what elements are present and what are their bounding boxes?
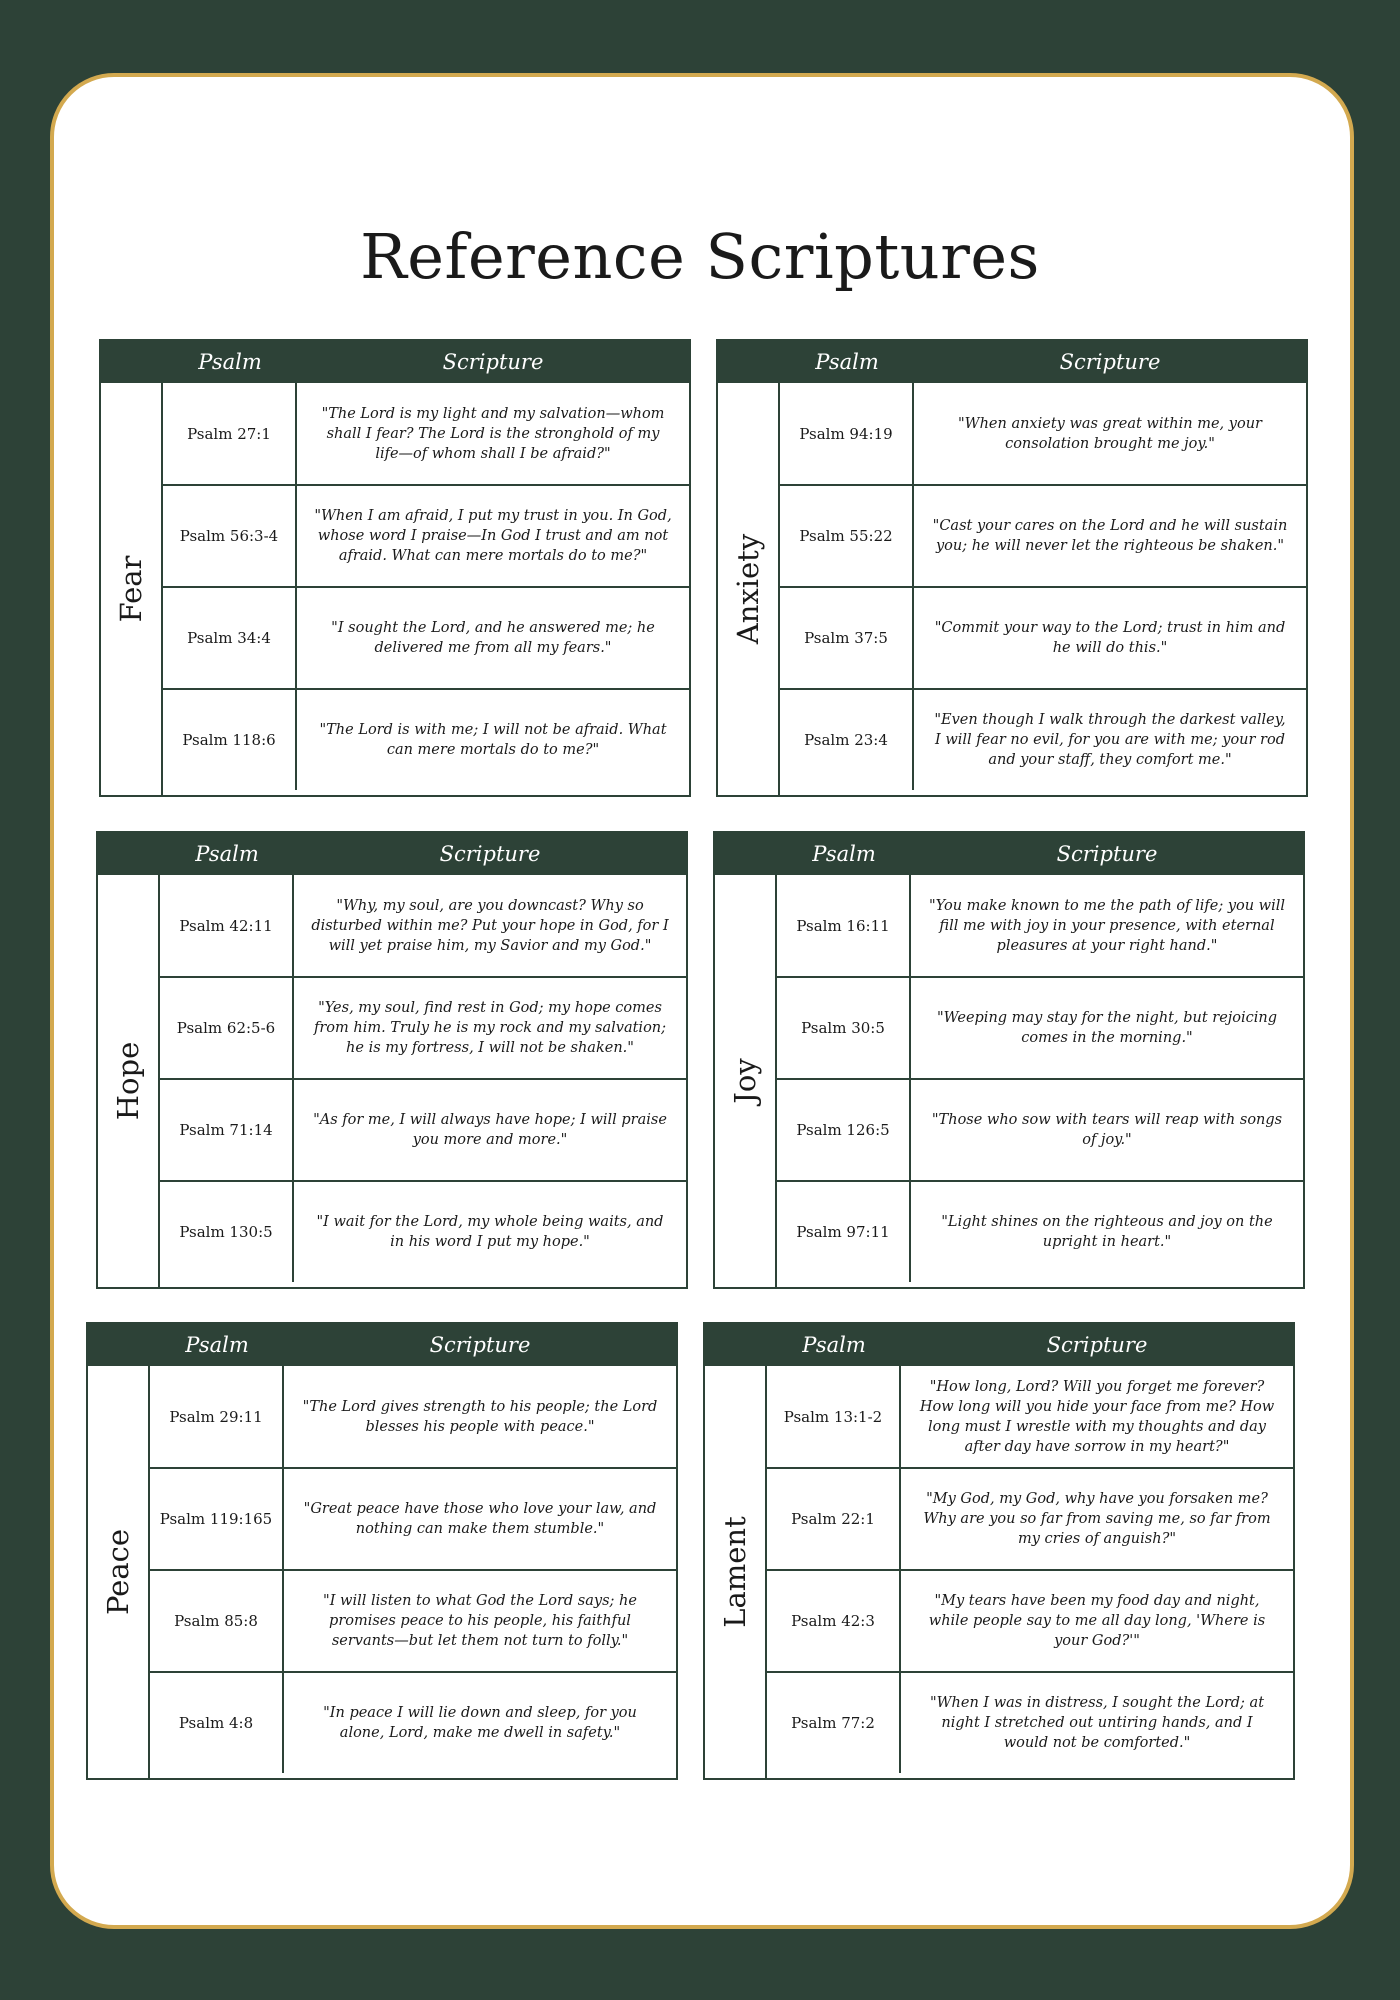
psalm-column-header: Psalm xyxy=(812,842,876,866)
category-label: Fear xyxy=(114,555,148,623)
scripture-text: "Cast your cares on the Lord and he will sustain you; he will never let the righteous be shaken." xyxy=(932,518,1288,554)
table-row xyxy=(767,1569,1293,1671)
table-row xyxy=(767,1467,1293,1569)
psalm-reference: Psalm 119:165 xyxy=(150,1469,284,1569)
scripture-text: "As for me, I will always have hope; I will praise you more and more." xyxy=(313,1112,667,1148)
scripture-column-header: Scripture xyxy=(429,1333,531,1357)
scripture-table-peace xyxy=(86,1322,678,1780)
table-row xyxy=(163,586,689,688)
table-header xyxy=(101,341,689,383)
table-row xyxy=(780,688,1306,790)
table-row xyxy=(777,976,1303,1078)
psalm-reference: Psalm 23:4 xyxy=(780,690,914,790)
category-cell xyxy=(718,383,780,795)
page-title: Reference Scriptures xyxy=(360,220,1040,293)
scripture-text: "In peace I will lie down and sleep, for you alone, Lord, make me dwell in safety." xyxy=(323,1705,637,1741)
table-row xyxy=(767,1671,1293,1773)
category-cell xyxy=(98,875,160,1287)
scripture-text: "You make known to me the path of life; you will fill me with joy in your presence, with eternal pleasures at your right hand." xyxy=(928,898,1286,954)
table-row xyxy=(777,1180,1303,1282)
table-row xyxy=(160,1078,686,1180)
psalm-reference: Psalm 71:14 xyxy=(160,1080,294,1180)
table-row xyxy=(767,1366,1293,1468)
scripture-text: "Yes, my soul, find rest in God; my hope comes from him. Truly he is my rock and my salvation; he is my fortress, I will not be shaken." xyxy=(313,1000,667,1056)
scripture-text: "My God, my God, why have you forsaken me? Why are you so far from saving me, so far from my cries of anguish?" xyxy=(923,1491,1271,1547)
scripture-text: "Great peace have those who love your law, and nothing can make them stumble." xyxy=(303,1501,657,1537)
psalm-reference: Psalm 42:3 xyxy=(767,1571,901,1671)
scripture-text: "My tears have been my food day and night, while people say to me all day long, 'Where is your God?'" xyxy=(928,1593,1266,1649)
psalm-column-header: Psalm xyxy=(185,1333,249,1357)
table-row xyxy=(150,1366,676,1468)
psalm-reference: Psalm 130:5 xyxy=(160,1182,294,1282)
scripture-table-anxiety xyxy=(716,339,1308,797)
table-row xyxy=(163,688,689,790)
table-header xyxy=(718,341,1306,383)
table-header xyxy=(98,833,686,875)
psalm-reference: Psalm 94:19 xyxy=(780,383,914,485)
psalm-reference: Psalm 13:1-2 xyxy=(767,1366,901,1468)
scripture-text: "When I was in distress, I sought the Lord; at night I stretched out untiring hands, and I would not be comforted." xyxy=(929,1695,1265,1751)
psalm-reference: Psalm 37:5 xyxy=(780,588,914,688)
category-label: Anxiety xyxy=(731,533,765,645)
scripture-column-header: Scripture xyxy=(1056,842,1158,866)
table-row xyxy=(150,1569,676,1671)
scripture-table-joy xyxy=(713,831,1305,1289)
category-label: Joy xyxy=(728,1058,762,1104)
table-row xyxy=(777,1078,1303,1180)
scripture-column-header: Scripture xyxy=(439,842,541,866)
scripture-text: "I wait for the Lord, my whole being waits, and in his word I put my hope." xyxy=(316,1214,664,1250)
psalm-reference: Psalm 56:3-4 xyxy=(163,486,297,586)
table-header xyxy=(705,1324,1293,1366)
psalm-reference: Psalm 22:1 xyxy=(767,1469,901,1569)
table-row xyxy=(150,1467,676,1569)
scripture-text: "Why, my soul, are you downcast? Why so disturbed within me? Put your hope in God, for I will yet praise him, my Savior and my God." xyxy=(311,898,669,954)
psalm-reference: Psalm 77:2 xyxy=(767,1673,901,1773)
table-header xyxy=(88,1324,676,1366)
scripture-text: "The Lord is with me; I will not be afraid. What can mere mortals do to me?" xyxy=(319,722,667,758)
category-label: Hope xyxy=(111,1041,145,1121)
psalm-reference: Psalm 16:11 xyxy=(777,875,911,977)
category-label: Lament xyxy=(718,1516,752,1628)
scripture-text: "I sought the Lord, and he answered me; he delivered me from all my fears." xyxy=(331,620,655,656)
psalm-reference: Psalm 4:8 xyxy=(150,1673,284,1773)
scripture-text: "The Lord is my light and my salvation—whom shall I fear? The Lord is the stronghold of my life—of whom shall I be afraid?" xyxy=(321,406,665,462)
scripture-column-header: Scripture xyxy=(442,350,544,374)
psalm-reference: Psalm 62:5-6 xyxy=(160,978,294,1078)
scripture-text: "When anxiety was great within me, your consolation brought me joy." xyxy=(958,416,1262,452)
table-row xyxy=(160,1180,686,1282)
psalm-reference: Psalm 30:5 xyxy=(777,978,911,1078)
category-cell xyxy=(705,1366,767,1778)
psalm-reference: Psalm 34:4 xyxy=(163,588,297,688)
psalm-column-header: Psalm xyxy=(198,350,262,374)
scripture-column-header: Scripture xyxy=(1046,1333,1148,1357)
scripture-text: "I will listen to what God the Lord says; he promises peace to his people, his faithful servants—but let them not turn to folly." xyxy=(323,1593,637,1649)
table-row xyxy=(780,586,1306,688)
psalm-reference: Psalm 42:11 xyxy=(160,875,294,977)
table-row xyxy=(160,976,686,1078)
scripture-table-fear xyxy=(99,339,691,797)
table-row xyxy=(150,1671,676,1773)
category-cell xyxy=(715,875,777,1287)
table-row xyxy=(777,875,1303,977)
scripture-text: "When I am afraid, I put my trust in you. In God, whose word I praise—In God I trust and am not afraid. What can mere mortals do to me?" xyxy=(314,508,672,564)
psalm-reference: Psalm 29:11 xyxy=(150,1366,284,1468)
psalm-reference: Psalm 85:8 xyxy=(150,1571,284,1671)
scripture-column-header: Scripture xyxy=(1059,350,1161,374)
table-row xyxy=(780,484,1306,586)
psalm-reference: Psalm 126:5 xyxy=(777,1080,911,1180)
scripture-text: "Those who sow with tears will reap with songs of joy." xyxy=(931,1112,1283,1148)
table-row xyxy=(163,383,689,485)
psalm-column-header: Psalm xyxy=(195,842,259,866)
psalm-column-header: Psalm xyxy=(802,1333,866,1357)
category-label: Peace xyxy=(101,1528,135,1616)
scripture-text: "The Lord gives strength to his people; the Lord blesses his people with peace." xyxy=(302,1399,658,1435)
scripture-text: "Weeping may stay for the night, but rejoicing comes in the morning." xyxy=(936,1010,1278,1046)
scripture-text: "How long, Lord? Will you forget me forever? How long will you hide your face from me? How long must I wrestle with my thoughts and day after day have sorrow in my heart?" xyxy=(919,1379,1275,1455)
psalm-reference: Psalm 55:22 xyxy=(780,486,914,586)
scripture-text: "Light shines on the righteous and joy on the upright in heart." xyxy=(941,1214,1273,1250)
psalm-column-header: Psalm xyxy=(815,350,879,374)
table-row xyxy=(163,484,689,586)
psalm-reference: Psalm 118:6 xyxy=(163,690,297,790)
scripture-table-hope xyxy=(96,831,688,1289)
psalm-reference: Psalm 27:1 xyxy=(163,383,297,485)
scripture-table-lament xyxy=(703,1322,1295,1780)
scripture-text: "Commit your way to the Lord; trust in him and he will do this." xyxy=(934,620,1286,656)
psalm-reference: Psalm 97:11 xyxy=(777,1182,911,1282)
table-row xyxy=(160,875,686,977)
table-header xyxy=(715,833,1303,875)
category-cell xyxy=(88,1366,150,1778)
scripture-text: "Even though I walk through the darkest valley, I will fear no evil, for you are with me; your rod and your staff, they comfort me." xyxy=(934,712,1286,768)
table-row xyxy=(780,383,1306,485)
category-cell xyxy=(101,383,163,795)
